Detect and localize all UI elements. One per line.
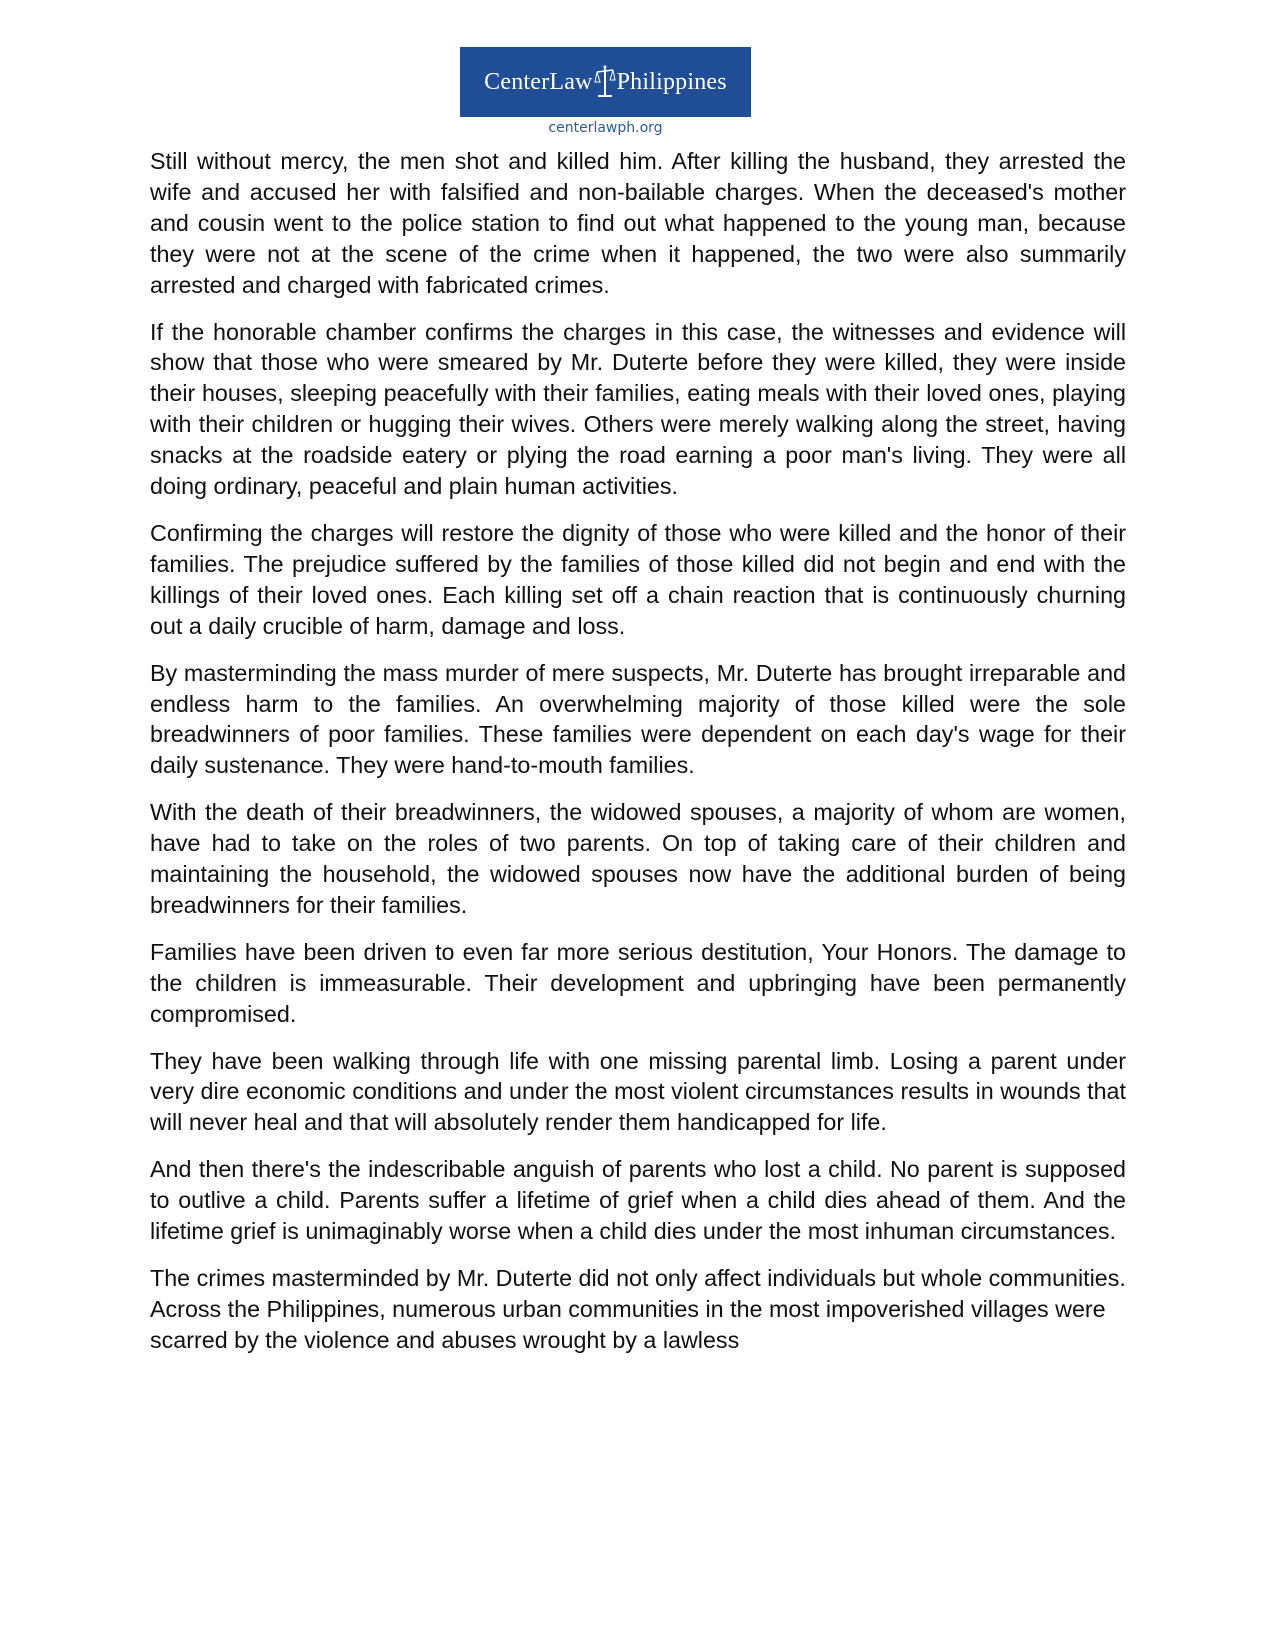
- paragraph: Confirming the charges will restore the dignity of those who were killed and the honor of their families. The prejudice suffered by the families of those killed did not begin and end with the killings of their loved ones. Each killing set off a chain reaction that is continuously churning out a daily crucible of harm, damage and loss.: [150, 519, 1126, 639]
- website-url: centerlawph.org: [548, 120, 663, 136]
- paragraph: With the death of their breadwinners, the widowed spouses, a majority of whom are women, have had to take on the roles of two parents. On top of taking care of their children and maintaining the household, the widowed spouses now have the additional burden of being breadwinners for their families.: [150, 799, 1126, 918]
- paragraph: By masterminding the mass murder of mere suspects, Mr. Duterte has brought irreparable and endless harm to the families. An overwhelming majority of those killed were the sole breadwinners of poor families. These families were dependent on each day's wage for their daily sustenance. They were hand-to-mouth families.: [150, 659, 1126, 779]
- paragraph: If the honorable chamber confirms the charges in this case, the witnesses and evidence will show that those who were smeared by Mr. Duterte before they were killed, they were inside their houses, sleeping peacefully with their families, eating meals with their loved ones, playing with their children or hugging their wives. Others were merely walking along the street, having snacks at the roadside eatery or plying the road earning a poor man's living. They were all doing ordinary, peaceful and plain human activities.: [150, 318, 1126, 500]
- paragraph: Still without mercy, the men shot and killed him. After killing the husband, they arrested the wife and accused her with falsified and non-bailable charges. When the deceased's mother and cousin went to the police station to find out what happened to the young man, because they were not at the scene of the crime when it happened, the two were also summarily arrested and charged with fabricated crimes.: [150, 148, 1126, 298]
- logo-text-right: Philippines: [616, 68, 727, 95]
- logo-text-left: CenterLaw: [484, 68, 593, 95]
- paragraph: And then there's the indescribable anguish of parents who lost a child. No parent is supposed to outlive a child. Parents suffer a lifetime of grief when a child dies ahead of them. And the lifetime grief is unimaginably worse when a child dies under the most inhuman circumstances.: [150, 1156, 1126, 1245]
- logo: [460, 47, 751, 136]
- paragraph: The crimes masterminded by Mr. Duterte did not only affect individuals but whole communities. Across the Philippines, numerous urban communities in the most impoverished villages were scarred by the violence and abuses wrought by a lawless: [150, 1265, 1126, 1353]
- document-body: [150, 146, 1126, 1372]
- paragraph: They have been walking through life with one missing parental limb. Losing a parent under very dire economic conditions and under the most violent circumstances results in wounds that will never heal and that will absolutely render them handicapped for life.: [150, 1047, 1126, 1136]
- paragraph: Families have been driven to even far more serious destitution, Your Honors. The damage to the children is immeasurable. Their development and upbringing have been permanently compromised.: [150, 938, 1126, 1027]
- logo-banner: [460, 47, 751, 117]
- scales-of-justice-icon: [594, 64, 616, 100]
